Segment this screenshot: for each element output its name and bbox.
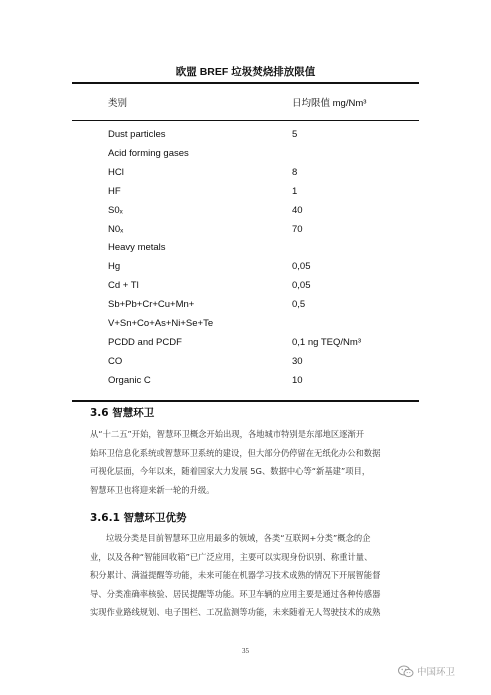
row-limit-value: 8 [292, 166, 298, 178]
paragraph-line: 始环卫信息化系统或智慧环卫系统的建设，但大部分仍停留在无纸化办公和数据 [90, 447, 381, 458]
row-limit-value: 1 [292, 185, 298, 197]
row-category: S0ₓ [108, 204, 123, 216]
row-limit-value: 0,5 [292, 299, 306, 311]
row-category: CO [108, 355, 123, 367]
watermark [398, 664, 455, 678]
paragraph-line: 可视化层面，今年以来，随着国家大力发展 5G、数据中心等“新基建”项目， [90, 466, 371, 477]
row-limit-value: 0,1 ng TEQ/Nm³ [292, 336, 361, 348]
row-category: Hg [108, 261, 121, 273]
header-daily-limit: 日均限值 mg/Nm³ [292, 98, 367, 109]
emission-limits-table [72, 82, 419, 402]
paragraph-line: 垃圾分类是目前智慧环卫应用最多的领域，各类“互联网+分类”概念的企 [106, 533, 371, 543]
header-category: 类别 [108, 98, 128, 109]
paragraph-line: 导、分类准确率核验、居民提醒等功能。环卫车辆的应用主要是通过各种传感器 [90, 588, 381, 599]
table-row [72, 224, 419, 242]
section-3-6-1-paragraph [90, 529, 420, 622]
row-category: Sb+Pb+Cr+Cu+Mn+ [108, 299, 195, 311]
paragraph-line: 智慧环卫也将迎来新一轮的升级。 [90, 484, 215, 495]
table-row [72, 205, 419, 223]
table-top-rule [72, 82, 419, 84]
table-row [72, 299, 419, 317]
watermark-text: 中国环卫 [417, 667, 456, 678]
row-category: Cd + Tl [108, 280, 139, 292]
paragraph-line: 从“十二五”开始，智慧环卫概念开始出现，各地城市特别是东部地区逐渐开 [90, 429, 365, 439]
table-row [72, 375, 419, 393]
table-row [72, 337, 419, 355]
row-limit-value: 10 [292, 374, 303, 386]
section-heading-3-6-1: 3.6.1 智慧环卫优势 [90, 512, 187, 524]
row-category: HCl [108, 166, 124, 178]
row-limit-value: 40 [292, 204, 303, 216]
row-category: PCDD and PCDF [108, 336, 182, 348]
row-category: Acid forming gases [108, 147, 189, 159]
page-number: 35 [242, 647, 249, 655]
row-category: Heavy metals [108, 242, 166, 254]
table-header-rule [72, 120, 419, 121]
paragraph-line: 积分累计、满溢提醒等功能，未来可能在机器学习技术成熟的情况下开展智能督 [90, 570, 381, 581]
table-row [72, 148, 419, 166]
table-bottom-rule [72, 400, 419, 402]
row-category: HF [108, 185, 121, 197]
row-category: Dust particles [108, 129, 166, 140]
table-row [72, 167, 419, 185]
paragraph-line: 业，以及各种“智能回收箱”已广泛应用，主要可以实现身份识别、称重计量、 [90, 551, 373, 562]
row-category: Organic C [108, 374, 151, 386]
wechat-icon [398, 665, 414, 678]
row-limit-value: 70 [292, 223, 303, 235]
section-3-6-paragraph [90, 425, 420, 499]
table-row [72, 261, 419, 279]
row-limit-value: 0,05 [292, 280, 311, 292]
table-row [72, 242, 419, 260]
paragraph-line: 实现作业路线规划、电子围栏、工况监测等功能，未来随着无人驾驶技术的成熟 [90, 607, 381, 618]
table-row [72, 186, 419, 204]
table-title: 欧盟 BREF 垃圾焚烧排放限值 [175, 66, 316, 78]
table-row [72, 280, 419, 298]
row-limit-value: 5 [292, 129, 298, 140]
section-heading-3-6: 3.6 智慧环卫 [90, 407, 155, 419]
table-row [72, 129, 419, 147]
row-limit-value: 0,05 [292, 261, 311, 273]
row-limit-value: 30 [292, 355, 303, 367]
table-row [72, 318, 419, 336]
table-row [72, 356, 419, 374]
row-category: V+Sn+Co+As+Ni+Se+Te [108, 318, 214, 329]
row-category: N0ₓ [108, 223, 124, 235]
